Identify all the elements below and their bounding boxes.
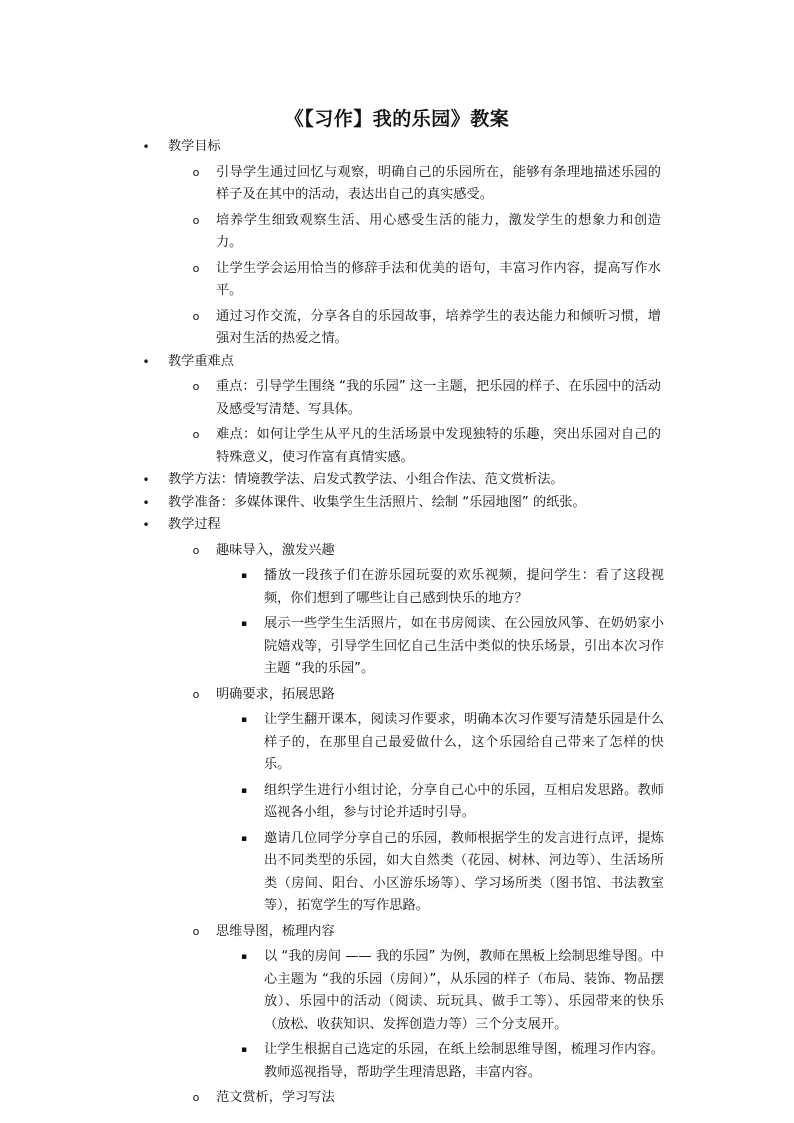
bullet-square: ▪ (240, 952, 248, 962)
section-key-points (0, 351, 660, 470)
list-item (240, 709, 664, 777)
bullet-square: ▪ (240, 571, 248, 581)
outline-list (0, 136, 794, 1110)
bullet-square: ▪ (240, 715, 248, 725)
bullet-circle: o (192, 1091, 200, 1104)
section-heading: 教学重难点 (168, 353, 234, 369)
step-items-list (216, 946, 664, 1084)
bullet-circle: o (192, 165, 200, 179)
bullet-square: ▪ (240, 1045, 248, 1055)
list-item (240, 565, 664, 610)
list-item (240, 946, 664, 1036)
list-item-text: 让学生根据自己选定的乐园，在纸上绘制思维导图，梳理习作内容。教师巡视指导，帮助学生理清思路，丰富内容。 (264, 1042, 664, 1080)
list-item (192, 258, 661, 303)
bullet-square: ▪ (240, 785, 248, 796)
list-item (240, 780, 664, 825)
step-items-list (216, 709, 664, 918)
list-item-text: 通过习作交流，分享各自的乐园故事，培养学生的表达能力和倾听习惯，增强对生活的热爱之情。 (216, 308, 661, 346)
bullet-dot: • (142, 140, 150, 154)
step-items-list (216, 565, 664, 681)
process-steps-list (168, 540, 664, 1110)
list-item (240, 613, 664, 681)
bullet-circle: o (192, 213, 200, 227)
list-item (240, 828, 664, 918)
list-item-text: 培养学生细致观察生活、用心感受生活的能力，激发学生的想象力和创造力。 (216, 212, 661, 250)
bullet-square: ▪ (240, 833, 248, 844)
bullet-circle: o (192, 924, 200, 938)
bullet-dot: • (142, 473, 150, 487)
list-item-text: 让学生学会运用恰当的修辞手法和优美的语句，丰富习作内容，提高写作水平。 (216, 260, 661, 298)
bullet-dot: • (142, 518, 150, 532)
list-item (192, 424, 661, 469)
bullet-circle: o (192, 380, 200, 393)
process-step (192, 684, 664, 918)
list-item-text: 邀请几位同学分享自己的乐园，教师根据学生的发言进行点评，提炼出不同类型的乐园，如大自然类（花园、树林、河边等）、生活场所类（房间、阳台、小区游乐场等）、学习场所类（图书馆、书法教室等），拓宽学生的写作思路。 (264, 830, 664, 913)
process-step (192, 540, 664, 681)
list-item-text: 让学生翻开课本，阅读习作要求，明确本次习作要写清楚乐园是什么样子的，在那里自己最爱做什么，这个乐园给自己带来了怎样的快乐。 (264, 712, 664, 772)
section-text: 教学准备：多媒体课件、收集学生生活照片、绘制 “乐园地图” 的纸张。 (168, 494, 586, 510)
step-title: 趣味导入，激发兴趣 (216, 542, 335, 558)
list-item-text: 以 “我的房间 —— 我的乐园” 为例，教师在黑板上绘制思维导图。中心主题为 “我的乐园（房间）”，从乐园的样子（布局、装饰、物品摆放）、乐园中的活动（阅读、玩玩具、做手工等）、乐园带来的快乐（放松、收获知识、发挥创造力等）三个分支展开。 (264, 949, 664, 1032)
list-item-text: 难点：如何让学生从平凡的生活场景中发现独特的乐趣，突出乐园对自己的特殊意义，使习作富有真情实感。 (216, 427, 661, 465)
section-text: 教学方法：情境教学法、启发式教学法、小组合作法、范文赏析法。 (168, 472, 564, 487)
section-process (0, 514, 664, 1110)
bullet-square: ▪ (240, 619, 248, 629)
section-preparation (0, 492, 660, 515)
bullet-circle: o (192, 309, 200, 323)
step-title: 范文赏析，学习写法 (216, 1090, 335, 1105)
step-title: 思维导图，梳理内容 (216, 923, 335, 939)
list-item-text: 引导学生通过回忆与观察，明确自己的乐园所在，能够有条理地描述乐园的样子及在其中的活动，表达出自己的真实感受。 (216, 164, 661, 202)
list-item-text: 展示一些学生生活照片，如在书房阅读、在公园放风筝、在奶奶家小院嬉戏等，引导学生回忆自己生活中类似的快乐场景，引出本次习作主题 “我的乐园”。 (264, 616, 664, 676)
section-methods (0, 469, 660, 492)
list-item (240, 1039, 664, 1084)
list-item (192, 376, 661, 421)
list-item (192, 306, 661, 351)
document-body (0, 136, 794, 1110)
list-item-text: 播放一段孩子们在游乐园玩耍的欢乐视频，提问学生：看了这段视频，你们想到了哪些让自己感到快乐的地方？ (264, 568, 664, 606)
section-heading: 教学目标 (168, 139, 221, 154)
bullet-dot: • (142, 495, 150, 510)
bullet-circle: o (192, 428, 200, 441)
document-title: 《【习作】我的乐园》教案 (284, 108, 510, 130)
list-item (192, 162, 661, 207)
step-title: 明确要求，拓展思路 (216, 686, 335, 702)
objectives-list (168, 162, 660, 351)
bullet-circle: o (192, 261, 200, 275)
bullet-dot: • (142, 354, 150, 369)
bullet-circle: o (192, 543, 200, 557)
list-item-text: 组织学生进行小组讨论，分享自己心中的乐园，互相启发思路。教师巡视各小组，参与讨论并适时引导。 (264, 782, 664, 820)
process-step (192, 1087, 660, 1110)
bullet-circle: o (192, 687, 200, 701)
key-points-list (168, 376, 660, 469)
section-objectives (0, 136, 660, 351)
list-item (192, 210, 661, 255)
section-heading: 教学过程 (168, 517, 221, 532)
process-step (192, 921, 664, 1085)
list-item-text: 重点：引导学生围绕 “我的乐园” 这一主题，把乐园的样子、在乐园中的活动及感受写清楚、写具体。 (216, 379, 661, 417)
